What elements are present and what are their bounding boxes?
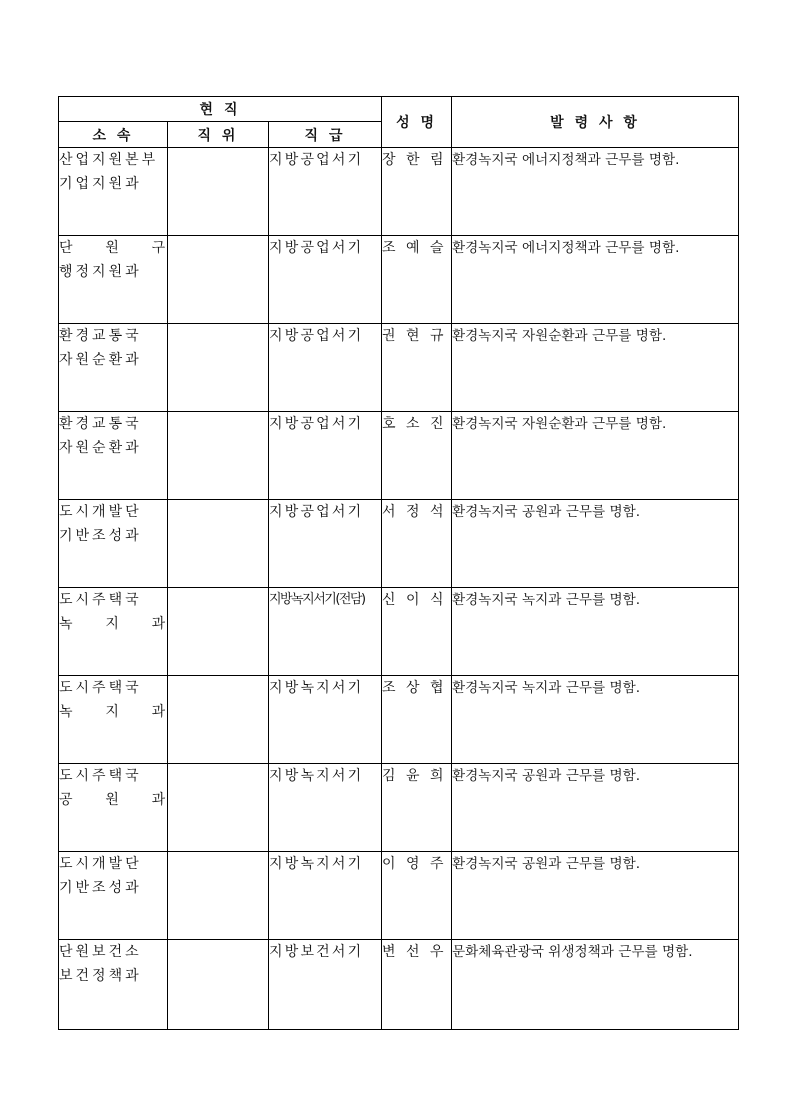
grade-cell: 지방보건서기 xyxy=(269,940,382,1030)
order-cell: 환경녹지국 녹지과 근무를 명함. xyxy=(452,676,739,764)
order-cell: 환경녹지국 공원과 근무를 명함. xyxy=(452,852,739,940)
table-row xyxy=(59,412,739,500)
unit-cell xyxy=(59,236,168,324)
header-row-1 xyxy=(59,97,739,122)
name-cell: 변 선 우 xyxy=(382,940,452,1030)
order-cell: 환경녹지국 에너지정책과 근무를 명함. xyxy=(452,236,739,324)
unit-line: 녹 지 과 xyxy=(59,616,169,632)
unit-line: 도시개발단 xyxy=(59,856,142,872)
order-cell: 환경녹지국 공원과 근무를 명함. xyxy=(452,764,739,852)
name-cell: 조 상 협 xyxy=(382,676,452,764)
table-row xyxy=(59,324,739,412)
header-unit: 소 속 xyxy=(59,122,168,148)
grade-cell: 지방공업서기 xyxy=(269,236,382,324)
unit-line: 단원보건소 xyxy=(59,944,142,960)
grade-cell: 지방녹지서기 xyxy=(269,852,382,940)
order-cell: 문화체육관광국 위생정책과 근무를 명함. xyxy=(452,940,739,1030)
unit-line: 도시주택국 xyxy=(59,768,142,784)
position-cell xyxy=(168,940,269,1030)
grade-cell: 지방공업서기 xyxy=(269,500,382,588)
table-row xyxy=(59,940,739,1030)
unit-cell xyxy=(59,764,168,852)
name-cell: 김 윤 희 xyxy=(382,764,452,852)
position-cell xyxy=(168,852,269,940)
order-cell: 환경녹지국 자원순환과 근무를 명함. xyxy=(452,324,739,412)
table-row xyxy=(59,764,739,852)
position-cell xyxy=(168,764,269,852)
unit-line: 자원순환과 xyxy=(59,352,142,368)
name-cell: 신 이 식 xyxy=(382,588,452,676)
table-row xyxy=(59,236,739,324)
name-cell: 이 영 주 xyxy=(382,852,452,940)
unit-line: 기반조성과 xyxy=(59,528,142,544)
unit-line: 단 원 구 xyxy=(59,240,169,256)
unit-cell xyxy=(59,412,168,500)
position-cell xyxy=(168,500,269,588)
grade-cell: 지방공업서기 xyxy=(269,148,382,236)
grade-cell: 지방녹지서기 xyxy=(269,764,382,852)
name-cell: 서 정 석 xyxy=(382,500,452,588)
position-cell xyxy=(168,676,269,764)
order-cell: 환경녹지국 공원과 근무를 명함. xyxy=(452,500,739,588)
unit-cell xyxy=(59,588,168,676)
unit-cell xyxy=(59,500,168,588)
unit-line: 녹 지 과 xyxy=(59,704,169,720)
table-row xyxy=(59,148,739,236)
unit-cell xyxy=(59,324,168,412)
unit-line: 도시주택국 xyxy=(59,680,142,696)
order-cell: 환경녹지국 자원순환과 근무를 명함. xyxy=(452,412,739,500)
table-row xyxy=(59,500,739,588)
grade-cell: 지방공업서기 xyxy=(269,412,382,500)
position-cell xyxy=(168,324,269,412)
grade-cell: 지방녹지서기 xyxy=(269,676,382,764)
unit-line: 기반조성과 xyxy=(59,880,142,896)
grade-cell: 지방공업서기 xyxy=(269,324,382,412)
table-row xyxy=(59,676,739,764)
header-current-position: 현 직 xyxy=(59,97,382,122)
unit-line: 보건정책과 xyxy=(59,968,142,984)
header-grade: 직 급 xyxy=(269,122,382,148)
position-cell xyxy=(168,412,269,500)
unit-line: 공 원 과 xyxy=(59,792,169,808)
grade-cell: 지방녹지서기(전담) xyxy=(269,588,382,676)
table-row xyxy=(59,852,739,940)
unit-line: 도시개발단 xyxy=(59,504,142,520)
position-cell xyxy=(168,588,269,676)
unit-cell xyxy=(59,148,168,236)
table-row xyxy=(59,588,739,676)
unit-cell xyxy=(59,940,168,1030)
name-cell: 조 예 슬 xyxy=(382,236,452,324)
header-order: 발 령 사 항 xyxy=(452,97,739,148)
order-cell: 환경녹지국 에너지정책과 근무를 명함. xyxy=(452,148,739,236)
unit-line: 산업지원본부 xyxy=(59,152,159,168)
position-cell xyxy=(168,148,269,236)
unit-line: 환경교통국 xyxy=(59,416,142,432)
header-position: 직 위 xyxy=(168,122,269,148)
order-cell: 환경녹지국 녹지과 근무를 명함. xyxy=(452,588,739,676)
unit-line: 도시주택국 xyxy=(59,592,142,608)
unit-cell xyxy=(59,676,168,764)
personnel-order-table xyxy=(58,96,739,1030)
position-cell xyxy=(168,236,269,324)
unit-line: 환경교통국 xyxy=(59,328,142,344)
unit-line: 행정지원과 xyxy=(59,264,142,280)
header-name: 성 명 xyxy=(382,97,452,148)
unit-line: 기업지원과 xyxy=(59,176,142,192)
name-cell: 권 현 규 xyxy=(382,324,452,412)
name-cell: 장 한 림 xyxy=(382,148,452,236)
unit-line: 자원순환과 xyxy=(59,440,142,456)
name-cell: 호 소 진 xyxy=(382,412,452,500)
unit-cell xyxy=(59,852,168,940)
